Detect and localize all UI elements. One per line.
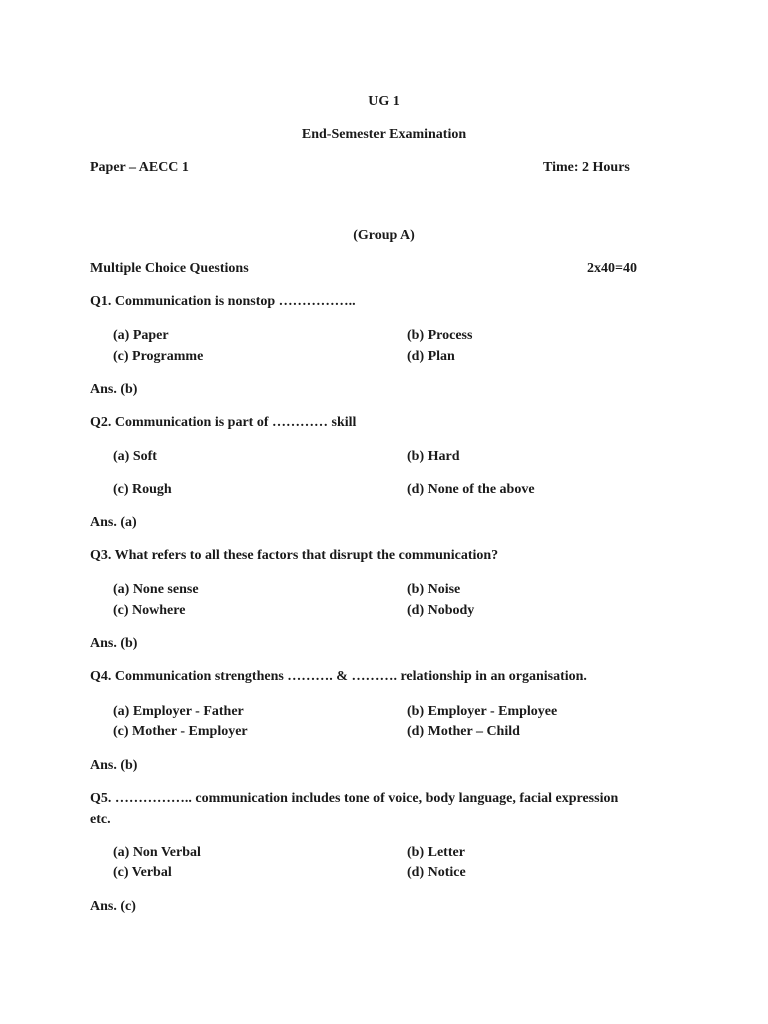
answer-4: Ans. (b)	[90, 758, 138, 773]
question-1: Q1. Communication is nonstop ……………..	[90, 294, 356, 309]
section-marks: 2x40=40	[587, 261, 637, 276]
option-1c: (c) Programme	[113, 349, 204, 364]
option-4d: (d) Mother – Child	[407, 724, 520, 739]
question-5-line-2: etc.	[90, 812, 111, 827]
option-5a: (a) Non Verbal	[113, 845, 201, 860]
exam-title: End-Semester Examination	[301, 127, 467, 142]
answer-3: Ans. (b)	[90, 636, 138, 651]
option-4b: (b) Employer - Employee	[407, 704, 558, 719]
option-2a: (a) Soft	[113, 449, 157, 464]
time-label: Time: 2 Hours	[543, 160, 630, 175]
option-5b: (b) Letter	[407, 845, 465, 860]
option-2b: (b) Hard	[407, 449, 460, 464]
option-5c: (c) Verbal	[113, 865, 172, 880]
option-3c: (c) Nowhere	[113, 603, 186, 618]
answer-5: Ans. (c)	[90, 899, 136, 914]
option-3b: (b) Noise	[407, 582, 461, 597]
paper-label: Paper – AECC 1	[90, 160, 189, 175]
option-3d: (d) Nobody	[407, 603, 475, 618]
option-5d: (d) Notice	[407, 865, 466, 880]
option-1a: (a) Paper	[113, 328, 169, 343]
option-2d: (d) None of the above	[407, 482, 535, 497]
answer-2: Ans. (a)	[90, 515, 137, 530]
option-4c: (c) Mother - Employer	[113, 724, 248, 739]
course-title: UG 1	[368, 94, 400, 109]
option-4a: (a) Employer - Father	[113, 704, 244, 719]
option-1b: (b) Process	[407, 328, 473, 343]
option-1d: (d) Plan	[407, 349, 455, 364]
option-3a: (a) None sense	[113, 582, 199, 597]
question-2: Q2. Communication is part of ………… skill	[90, 415, 357, 430]
option-2c: (c) Rough	[113, 482, 172, 497]
answer-1: Ans. (b)	[90, 382, 138, 397]
question-3: Q3. What refers to all these factors that disrupt the communication?	[90, 548, 499, 563]
question-4: Q4. Communication strengthens ………. & ………. relationship in an organisation.	[90, 669, 587, 684]
section-type: Multiple Choice Questions	[90, 261, 249, 276]
question-5-line-1: Q5. …………….. communication includes tone of voice, body language, facial expression	[90, 791, 619, 806]
group-heading: (Group A)	[353, 228, 415, 243]
